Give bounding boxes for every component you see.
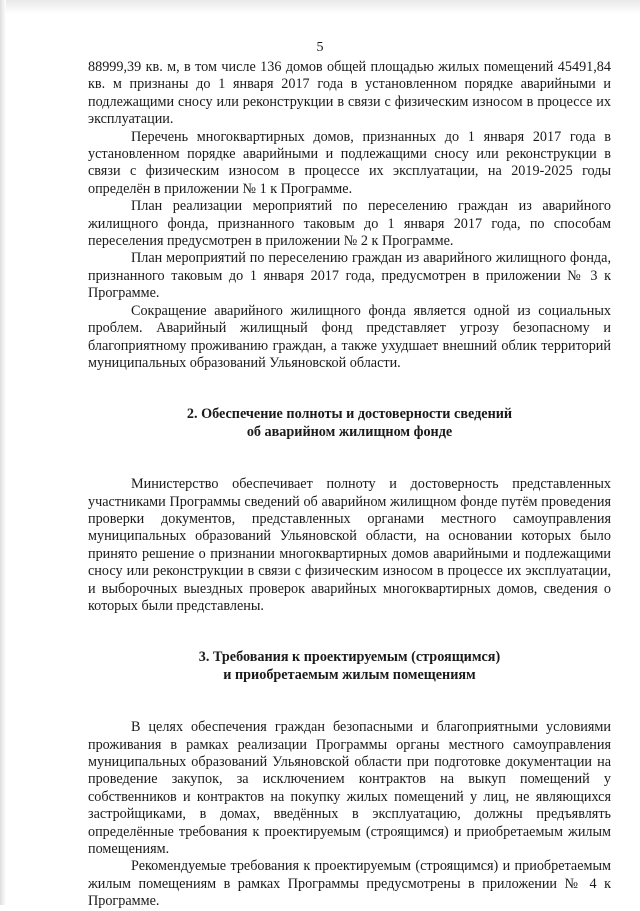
section-2-title-line-1: 2. Обеспечение полноты и достоверности сведений (186, 406, 513, 423)
paragraph-intro-continuation: 88999,39 кв. м, в том числе 136 домов общей площадью жилых помещений 45491,84 кв. м признаны до 1 января 2017 года в установленном порядке аварийными и подлежащими сносу или реконструкции в связи с физическим износом в процессе их эксплуатации. (88, 59, 611, 128)
section-3-title-line-2: и приобретаемым жилым помещениям (223, 666, 476, 683)
section-2-heading (88, 406, 611, 441)
page-number: 5 (316, 40, 324, 55)
paragraph-measures-plan: План мероприятий по переселению граждан из аварийного жилищного фонда, признанного таковым до 1 января 2017 года, предусмотрен в приложении № 3 к Программе. (88, 250, 611, 302)
scan-shadow-top (0, 0, 640, 14)
scan-shadow-left (0, 0, 6, 905)
paragraph-relocation-plan: План реализации мероприятий по переселению граждан из аварийного жилищного фонда, признанного таковым до 1 января 2017 года, по способам переселения предусмотрен в приложении № 2 к Программе. (88, 198, 611, 250)
section-2-title-line-2: об аварийном жилищном фонде (246, 423, 453, 440)
paragraph-recommended-requirements: Рекомендуемые требования к проектируемым (строящимся) и приобретаемым жилым помещениям в рамках Программы предусмотрены в приложении № 4 к Программе. (88, 858, 611, 910)
section-3-heading (88, 649, 611, 684)
paragraph-ministry-verification: Министерство обеспечивает полноту и достоверность представленных участниками Программы сведений об аварийном жилищном фонде путём проведения проверки документов, представленных органами местного самоуправления муниципальных образований Ульяновской области, на основании которых было принято решение о признании многоквартирных домов аварийными и подлежащими сносу или реконструкции в связи с физическим износом в процессе их эксплуатации, и выборочных выездных проверок аварийных многоквартирных домов, сведения о которых были представлены. (88, 476, 611, 614)
document-body (88, 59, 611, 911)
paragraph-list-of-houses: Перечень многоквартирных домов, признанных до 1 января 2017 года в установленном порядке аварийными и подлежащими сносу или реконструкции в связи с физическим износом в процессе их эксплуатации, на 2019-2025 годы определён в приложении № 1 к Программе. (88, 128, 611, 197)
section-3-title-line-1: 3. Требования к проектируемым (строящимся) (198, 649, 501, 666)
paragraph-procurement-requirements: В целях обеспечения граждан безопасными и благоприятными условиями проживания в рамках реализации Программы органы местного самоуправления муниципальных образований Ульяновской области при подготовке документации на проведение закупок, за исключением контрактов на выкуп помещений у собственников и контрактов на покупку жилых помещений у лиц, не являющихся застройщиками, в домах, введённых в эксплуатацию, должны предъявлять определённые требования к проектируемым (строящимся) и приобретаемым жилым помещениям. (88, 719, 611, 858)
paragraph-social-problem: Сокращение аварийного жилищного фонда является одной из социальных проблем. Аварийный жилищный фонд представляет угрозу безопасному и благоприятному проживанию граждан, а также ухудшает внешний облик территорий муниципальных образований Ульяновской области. (88, 302, 611, 371)
